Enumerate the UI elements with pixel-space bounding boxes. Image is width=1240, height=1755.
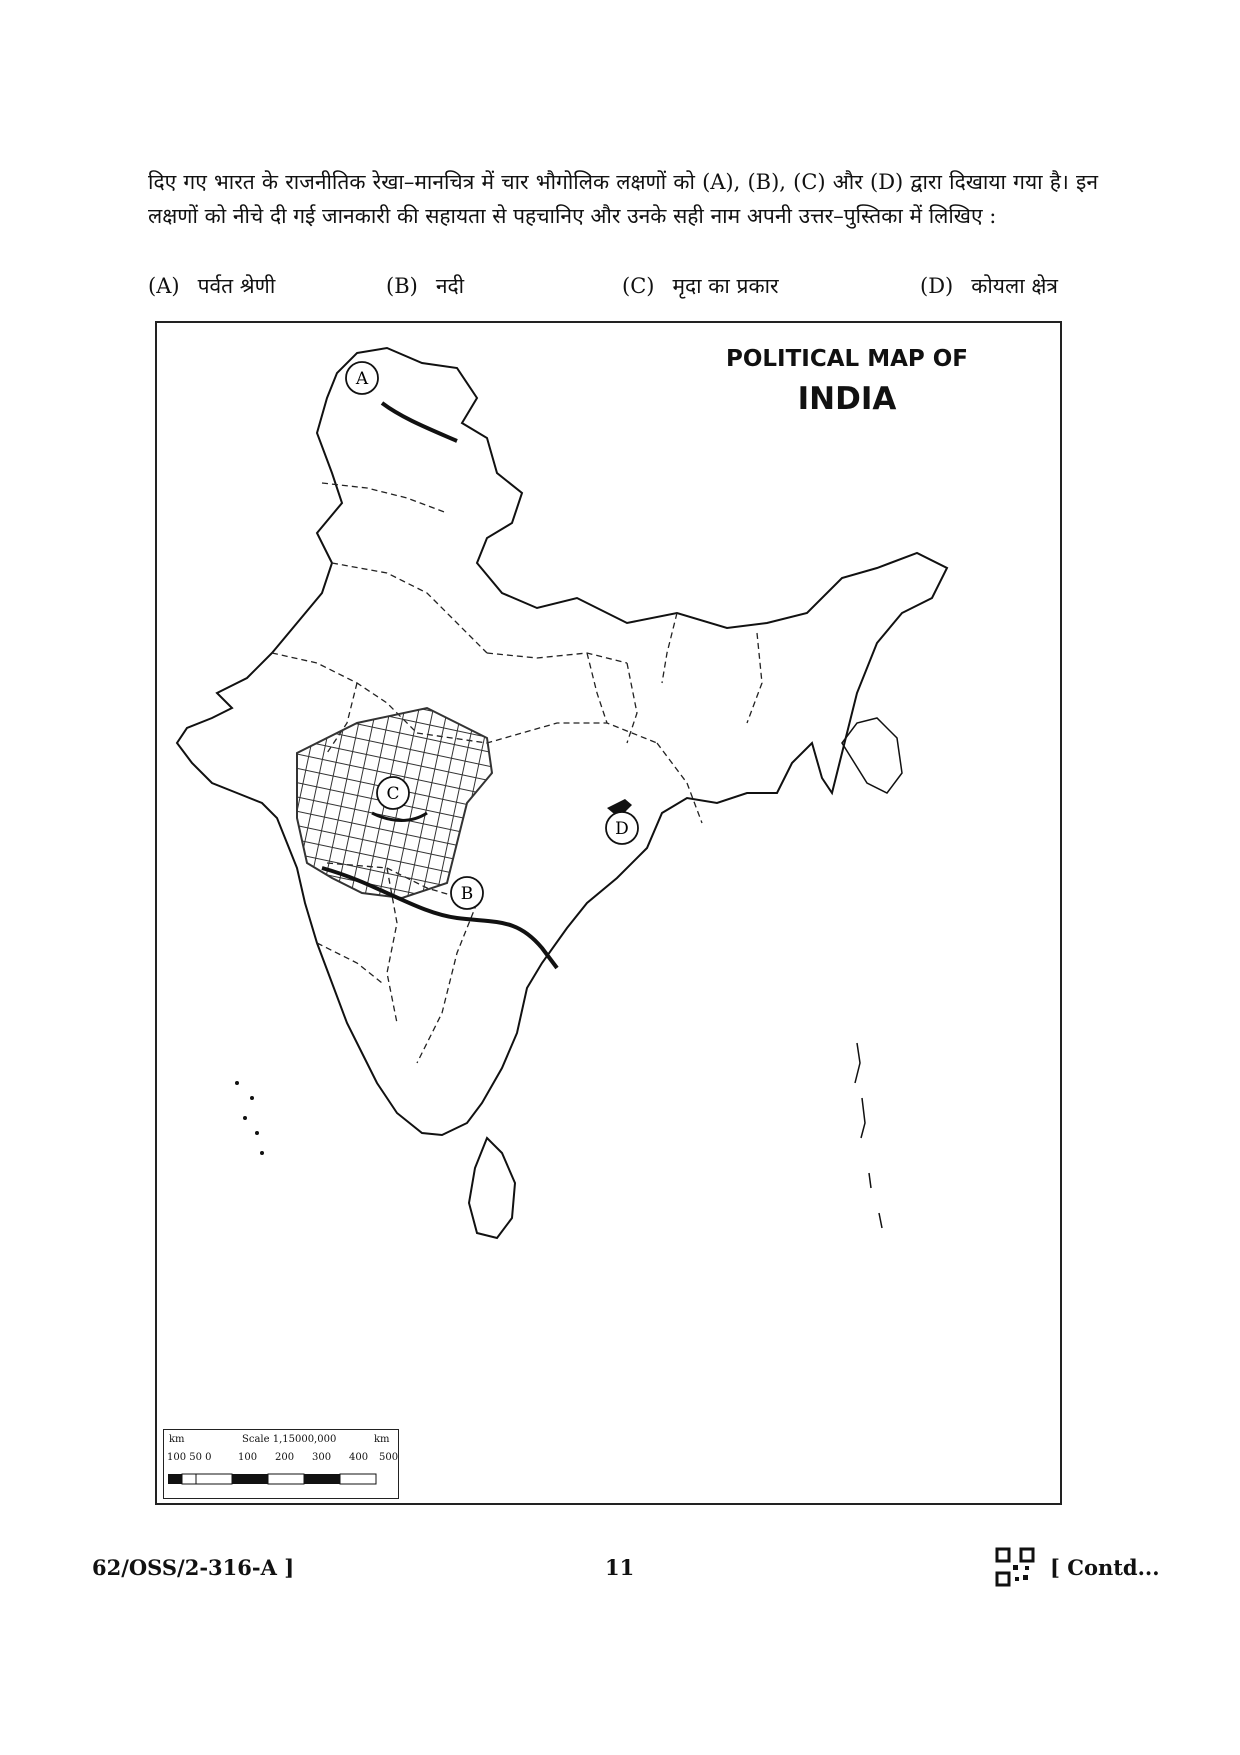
scale-seg-6 bbox=[304, 1474, 340, 1484]
scale-tick-2: 200 bbox=[275, 1452, 295, 1463]
question-text: दिए गए भारत के राजनीतिक रेखा–मानचित्र में चार भौगोलिक लक्षणों को (A), (B), (C) और (D) द्वारा दिखाया गया है। इन लक्षणों को नीचे दी गई जानकारी की सहायता से पहचानिए और उनके सही नाम अपनी उत्तर–पुस्तिका में लिखिए : bbox=[148, 170, 1098, 228]
scale-seg-1 bbox=[168, 1474, 182, 1484]
qr-code-icon bbox=[995, 1547, 1035, 1587]
scale-seg-3 bbox=[196, 1474, 232, 1484]
page-number: 11 bbox=[605, 1555, 635, 1580]
map-frame bbox=[155, 321, 1062, 1505]
india-outline bbox=[177, 348, 947, 1135]
scale-seg-4 bbox=[232, 1474, 268, 1484]
scale-seg-5 bbox=[268, 1474, 304, 1484]
andaman-islands bbox=[855, 1043, 882, 1228]
scale-tick-4: 400 bbox=[349, 1452, 369, 1463]
scale-tick-3: 300 bbox=[312, 1452, 332, 1463]
marker-c bbox=[377, 777, 409, 809]
map-title-line2: INDIA bbox=[797, 381, 897, 417]
scale-caption: Scale 1,15000,000 bbox=[242, 1434, 337, 1445]
northeast-outline bbox=[842, 718, 902, 793]
feature-a-line bbox=[382, 403, 457, 441]
option-a-text: पर्वत श्रेणी bbox=[197, 274, 276, 298]
scale-tick-5: 500 bbox=[379, 1452, 399, 1463]
scale-seg-7 bbox=[340, 1474, 376, 1484]
option-c-text: मृदा का प्रकार bbox=[672, 274, 779, 298]
option-a-label: (A) bbox=[148, 274, 180, 298]
scale-tick-1: 100 bbox=[238, 1452, 258, 1463]
option-d-text: कोयला क्षेत्र bbox=[971, 274, 1058, 298]
option-c bbox=[622, 272, 779, 300]
scale-seg-2 bbox=[182, 1474, 196, 1484]
india-map bbox=[157, 323, 1060, 1503]
svg-text:D: D bbox=[615, 819, 629, 839]
sri-lanka-outline bbox=[469, 1138, 515, 1238]
marker-a bbox=[346, 362, 378, 394]
marker-d bbox=[606, 812, 638, 844]
map-title-box bbox=[697, 323, 997, 443]
option-b bbox=[386, 272, 464, 300]
map-title-line1: POLITICAL MAP OF bbox=[725, 346, 969, 372]
option-d bbox=[920, 272, 1058, 300]
map-scale bbox=[163, 1429, 399, 1499]
option-d-label: (D) bbox=[920, 274, 954, 298]
scale-left-unit: km bbox=[169, 1434, 185, 1445]
marker-a-text: A bbox=[355, 369, 369, 389]
option-b-text: नदी bbox=[435, 274, 465, 298]
svg-text:B: B bbox=[460, 884, 474, 904]
svg-text:C: C bbox=[386, 784, 400, 804]
scale-bar bbox=[166, 1470, 398, 1490]
option-b-label: (B) bbox=[386, 274, 418, 298]
scale-tick-0: 100 50 0 bbox=[167, 1452, 212, 1463]
options-row bbox=[148, 272, 1098, 306]
option-a bbox=[148, 272, 275, 300]
marker-b bbox=[451, 877, 483, 909]
lakshadweep-islands bbox=[235, 1081, 264, 1155]
scale-right-unit: km bbox=[374, 1434, 390, 1445]
option-c-label: (C) bbox=[622, 274, 655, 298]
paper-code: 62/OSS/2-316-A ] bbox=[92, 1555, 295, 1580]
contd-label: [ Contd... bbox=[1050, 1555, 1160, 1580]
